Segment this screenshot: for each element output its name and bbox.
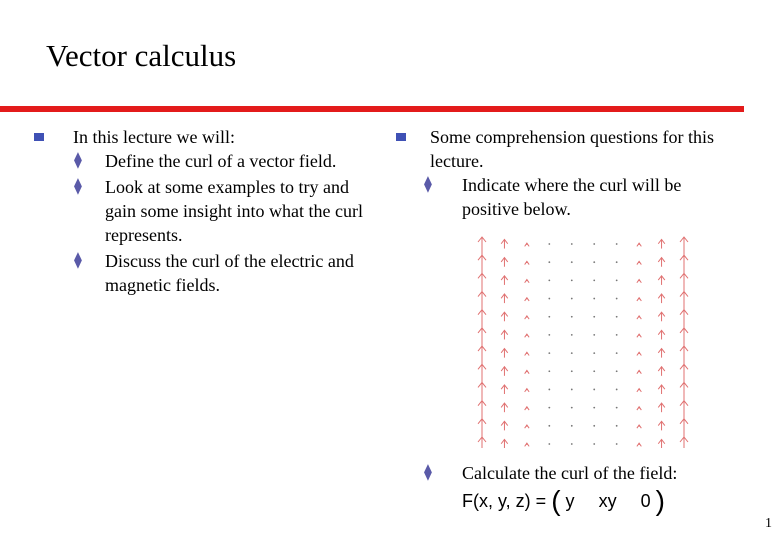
field-arrow: [501, 421, 508, 430]
right-column: [396, 125, 736, 221]
field-arrow: [548, 279, 550, 281]
field-arrow: [616, 334, 618, 336]
field-arrow: [501, 294, 508, 303]
field-arrow: [478, 328, 486, 342]
field-arrow: [616, 407, 618, 409]
field-arrow: [593, 407, 595, 409]
field-arrow: [571, 261, 573, 263]
field-arrow: [637, 352, 641, 355]
field-arrow: [658, 385, 665, 394]
field-arrow: [616, 243, 618, 245]
field-arrow: [478, 273, 486, 287]
field-arrow: [658, 439, 665, 448]
field-arrow: [680, 346, 688, 360]
field-arrow: [478, 310, 486, 324]
field-arrow: [593, 443, 595, 445]
field-arrow: [680, 292, 688, 306]
field-arrow: [658, 403, 665, 412]
field-arrow: [616, 370, 618, 372]
field-arrow: [478, 382, 486, 396]
left-intro-text: In this lecture we will:: [73, 127, 235, 147]
left-item-3-text: Discuss the curl of the electric and magnetic fields.: [105, 251, 354, 295]
field-arrow: [680, 237, 688, 251]
field-arrow: [478, 292, 486, 306]
formula-open-paren: (: [551, 485, 561, 516]
field-arrow: [616, 425, 618, 427]
field-arrow: [616, 279, 618, 281]
formula-close-paren: ): [655, 485, 665, 516]
field-arrow: [501, 385, 508, 394]
field-arrow: [525, 298, 529, 301]
field-arrow: [525, 316, 529, 319]
field-arrow: [637, 280, 641, 283]
field-arrow: [548, 425, 550, 427]
right-item-2-text: Calculate the curl of the field:: [462, 463, 678, 483]
field-arrow: [637, 425, 641, 428]
field-arrow: [637, 243, 641, 246]
field-arrow: [658, 349, 665, 358]
field-arrow: [501, 258, 508, 267]
field-arrow: [525, 261, 529, 264]
field-arrow: [525, 443, 529, 446]
formula-component-3: 0: [640, 491, 651, 511]
field-arrow: [501, 439, 508, 448]
field-arrow: [548, 370, 550, 372]
field-arrow: [593, 243, 595, 245]
left-column: [34, 125, 384, 297]
field-arrow: [616, 389, 618, 391]
field-arrow: [571, 334, 573, 336]
left-item-2-text: Look at some examples to try and gain some insight into what the curl represents.: [105, 177, 363, 245]
field-arrow: [593, 316, 595, 318]
field-arrow: [525, 352, 529, 355]
field-arrow: [548, 352, 550, 354]
field-arrow: [525, 389, 529, 392]
field-arrow: [616, 316, 618, 318]
field-arrow: [571, 316, 573, 318]
field-arrow: [680, 273, 688, 287]
field-arrow: [478, 346, 486, 360]
field-arrow: [571, 370, 573, 372]
right-intro-text: Some comprehension questions for this lecture.: [430, 127, 714, 171]
left-sub-bullet-3: [34, 249, 384, 297]
diamond-bullet-icon: ⧫: [74, 252, 82, 269]
slide-title: Vector calculus: [46, 38, 237, 73]
field-arrow: [680, 255, 688, 269]
formula-component-1: y: [565, 491, 575, 511]
field-arrow: [680, 310, 688, 324]
field-arrow: [548, 316, 550, 318]
field-arrow: [658, 239, 665, 248]
field-arrow: [616, 352, 618, 354]
formula-component-2: xy: [598, 491, 617, 511]
field-arrow: [680, 364, 688, 378]
field-arrow: [637, 389, 641, 392]
field-arrow: [525, 243, 529, 246]
left-sub-bullet-1: [34, 149, 384, 173]
field-arrow: [593, 425, 595, 427]
field-arrow: [637, 298, 641, 301]
field-arrow: [593, 261, 595, 263]
field-arrow: [571, 279, 573, 281]
field-arrow: [616, 298, 618, 300]
field-arrow: [525, 334, 529, 337]
title-underline: [0, 106, 744, 112]
field-arrow: [548, 298, 550, 300]
field-arrow: [680, 382, 688, 396]
field-arrow: [680, 437, 688, 448]
square-bullet-icon: [396, 133, 406, 141]
field-arrow: [637, 334, 641, 337]
field-arrow: [548, 443, 550, 445]
field-arrow: [593, 334, 595, 336]
field-arrow: [637, 316, 641, 319]
field-arrow: [548, 334, 550, 336]
field-arrow: [501, 330, 508, 339]
field-arrow: [501, 367, 508, 376]
field-arrow: [501, 403, 508, 412]
field-arrow: [478, 364, 486, 378]
field-arrow: [637, 443, 641, 446]
field-arrow: [571, 298, 573, 300]
field-arrow: [658, 294, 665, 303]
diamond-bullet-icon: ⧫: [74, 152, 82, 169]
field-arrow: [571, 407, 573, 409]
field-arrow: [501, 239, 508, 248]
field-arrow: [616, 443, 618, 445]
field-arrow: [637, 370, 641, 373]
field-arrow: [637, 261, 641, 264]
field-arrow: [525, 280, 529, 283]
page-number: 1: [765, 516, 772, 531]
field-arrow: [658, 330, 665, 339]
diamond-bullet-icon: ⧫: [74, 178, 82, 195]
vector-field-plot: [468, 232, 698, 448]
field-arrow: [593, 298, 595, 300]
right-main-bullet: [396, 125, 736, 173]
right-sub-bullet-1: [396, 173, 736, 221]
field-arrow: [548, 407, 550, 409]
field-arrow: [593, 370, 595, 372]
field-arrow: [616, 261, 618, 263]
field-arrow: [571, 425, 573, 427]
field-arrow: [658, 367, 665, 376]
field-arrow: [501, 312, 508, 321]
field-arrow: [548, 243, 550, 245]
field-arrow: [658, 276, 665, 285]
left-sub-bullet-2: [34, 175, 384, 247]
square-bullet-icon: [34, 133, 44, 141]
field-arrow: [593, 389, 595, 391]
field-arrow: [478, 419, 486, 433]
field-arrow: [637, 407, 641, 410]
field-arrow: [478, 437, 486, 448]
field-arrow: [478, 401, 486, 415]
field-arrow: [680, 401, 688, 415]
field-arrow: [525, 425, 529, 428]
field-arrow: [548, 261, 550, 263]
field-arrow: [593, 352, 595, 354]
field-arrow: [571, 443, 573, 445]
right-sub-bullet-2: [396, 461, 736, 485]
field-arrow: [680, 419, 688, 433]
diamond-bullet-icon: ⧫: [424, 176, 432, 193]
field-arrow: [501, 276, 508, 285]
formula-lhs: F(x, y, z) =: [462, 491, 547, 511]
field-arrow: [658, 258, 665, 267]
left-main-bullet: [34, 125, 384, 149]
field-arrow: [571, 389, 573, 391]
field-arrow: [680, 328, 688, 342]
field-arrow: [525, 370, 529, 373]
diamond-bullet-icon: ⧫: [424, 464, 432, 481]
field-arrow: [571, 352, 573, 354]
field-arrow: [525, 407, 529, 410]
field-arrow: [501, 349, 508, 358]
field-arrow: [571, 243, 573, 245]
field-arrow: [478, 255, 486, 269]
left-item-1-text: Define the curl of a vector field.: [105, 151, 337, 171]
field-arrow: [658, 421, 665, 430]
field-formula: [462, 486, 665, 516]
field-arrow: [548, 389, 550, 391]
field-arrow: [593, 279, 595, 281]
field-arrow: [478, 237, 486, 251]
right-item-1-text: Indicate where the curl will be positive below.: [462, 175, 682, 219]
field-arrow: [658, 312, 665, 321]
